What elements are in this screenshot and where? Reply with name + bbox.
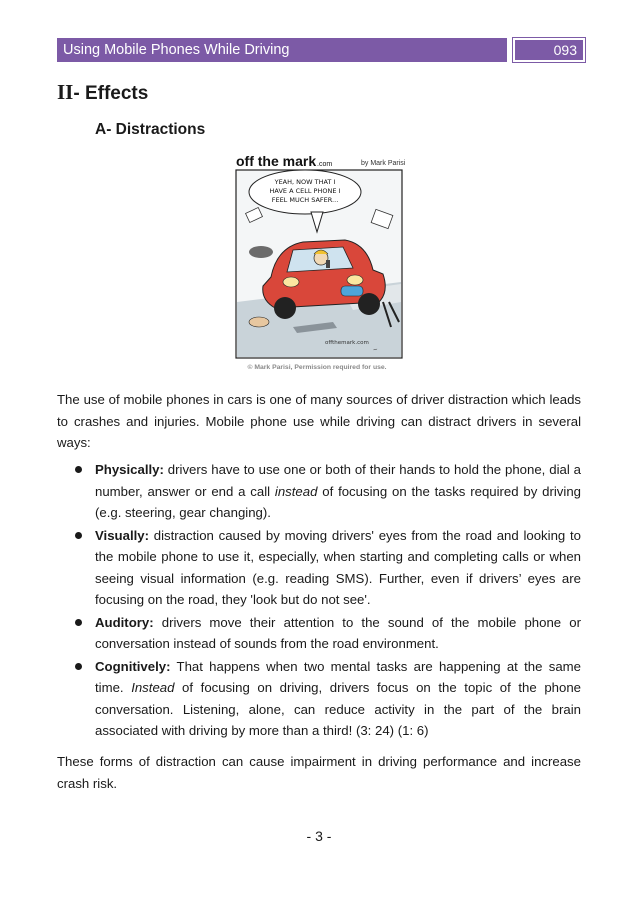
list-item-label: Auditory: bbox=[95, 614, 154, 630]
header-title: Using Mobile Phones While Driving bbox=[57, 38, 507, 62]
subsection-heading: A- Distractions bbox=[95, 121, 206, 138]
artist-signature: ~ bbox=[372, 345, 379, 354]
list-item bbox=[57, 459, 581, 524]
car-wheel-front bbox=[274, 297, 296, 319]
list-item-text: That happens when two mental tasks are happening at the same time. bbox=[95, 658, 581, 695]
list-item-text: drivers move their attention to the sound of the mobile phone or conversation instead of sounds from the road environment. bbox=[95, 614, 581, 651]
cartoon-site: offthemark.com bbox=[325, 340, 369, 346]
running-header bbox=[57, 38, 585, 62]
section-heading bbox=[57, 80, 148, 105]
header-page-code: 093 bbox=[513, 38, 585, 62]
car-headlight bbox=[283, 277, 299, 287]
cartoon-credit: © Mark Parisi, Permission required for use. bbox=[247, 364, 387, 371]
section-title: - Effects bbox=[73, 83, 149, 104]
cell-phone bbox=[326, 260, 330, 268]
speech-line-2: HAVE A CELL PHONE I bbox=[269, 187, 341, 195]
list-item-emphasis: instead bbox=[274, 483, 318, 499]
speech-line-3: FEEL MUCH SAFER... bbox=[271, 196, 339, 204]
list-item-emphasis: Instead bbox=[131, 680, 175, 695]
intro-paragraph: The use of mobile phones in cars is one of many sources of driver distraction which leads to crashes and injuries. Mobile phone use while driving can distract drivers in several ways: bbox=[57, 392, 581, 450]
car-headlight-2 bbox=[347, 275, 363, 285]
speech-line-1: YEAH, NOW THAT I bbox=[274, 178, 336, 186]
conclusion-paragraph: These forms of distraction can cause impairment in driving performance and increase crash risk. bbox=[57, 754, 581, 791]
bullet-icon bbox=[75, 466, 82, 473]
list-item-label: Physically: bbox=[95, 462, 164, 477]
list-item-label: Cognitively: bbox=[95, 658, 171, 674]
cartoon-brand: off the mark bbox=[236, 153, 317, 169]
debris bbox=[249, 246, 273, 258]
bullet-icon bbox=[75, 663, 82, 670]
airbag-canister bbox=[341, 286, 363, 296]
list-item bbox=[57, 656, 581, 742]
list-item-text-after: of focusing on driving, drivers focus on the topic of the phone conversation. Listening, alone, can reduce activity in the part of the brain associated with driving by more than a third! (3: 24) (1: 6) bbox=[95, 680, 581, 738]
cat bbox=[249, 317, 269, 327]
list-item-text: drivers have to use one or both of their hands to hold the phone, dial a number, answer or end a call bbox=[95, 462, 581, 499]
list-item-text: distraction caused by moving drivers' eyes from the road and looking to the mobile phone to use it, especially, when starting and completing calls or when seeing visual information (e.g. reading SMS). Further, even if drivers’ eyes are focusing on the road, they 'look but do not see'. bbox=[95, 527, 581, 607]
distraction-list bbox=[57, 459, 581, 743]
list-item bbox=[57, 525, 581, 611]
list-item-label: Visually: bbox=[95, 527, 149, 543]
section-roman-numeral: II bbox=[57, 80, 74, 104]
cartoon-brand-suffix: .com bbox=[317, 161, 333, 168]
list-item bbox=[57, 612, 581, 655]
car-wheel-back bbox=[358, 293, 380, 315]
page-number: - 3 - bbox=[306, 828, 332, 844]
cartoon-byline: by Mark Parisi bbox=[361, 160, 405, 167]
bullet-icon bbox=[75, 532, 82, 539]
cartoon-illustration bbox=[233, 152, 405, 374]
list-item-text-after: of focusing on the tasks required by driving (e.g. steering, gear changing). bbox=[95, 483, 582, 520]
bullet-icon bbox=[75, 619, 82, 626]
